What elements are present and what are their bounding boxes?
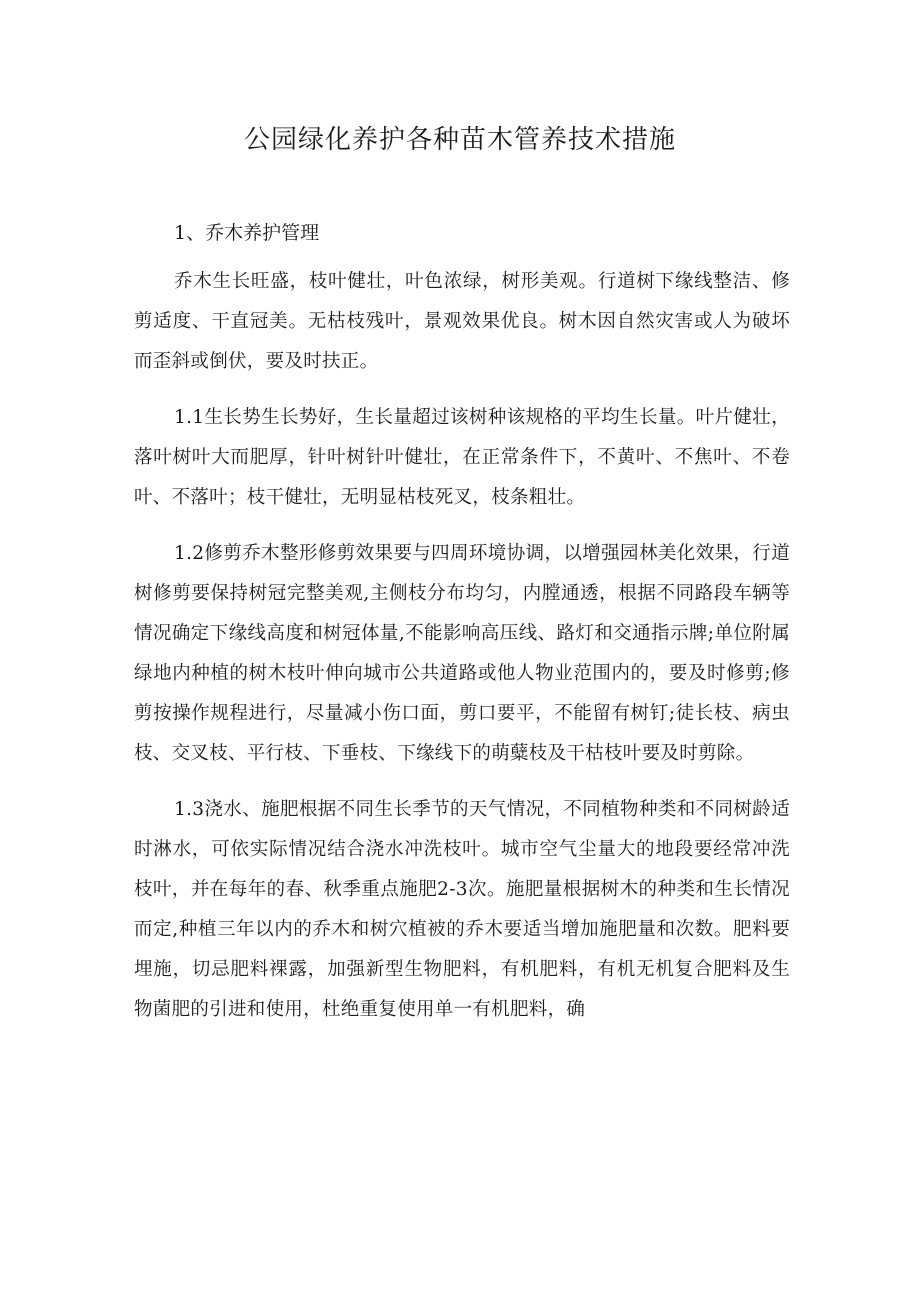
document-title: 公园绿化养护各种苗木管养技术措施 xyxy=(243,125,676,155)
paragraph-1-3-watering: 1.3浇水、施肥根据不同生长季节的天气情况，不同植物种类和不同树龄适时淋水，可依实际情况结合浇水冲洗枝叶。城市空气尘量大的地段要经常冲洗枝叶，并在每年的春、秋季重点施肥2-3次。施肥量根据树木的种类和生长情况而定,种植三年以内的乔木和树穴植被的乔木要适当增加施肥量和次数。肥料要埋施，切忌肥料裸露，加强新型生物肥料，有机肥料，有机无机复合肥料及生物菌肥的引进和使用，杜绝重复使用单一有机肥料，确 xyxy=(134,799,790,1020)
section-heading: 1、乔木养护管理 xyxy=(174,222,320,244)
paragraph-1-2-pruning: 1.2修剪乔木整形修剪效果要与四周环境协调，以增强园林美化效果，行道树修剪要保持树冠完整美观,主侧枝分布均匀，内膛通透，根据不同路段车辆等情况确定下缘线高度和树冠体量,不能影响高压线、路灯和交通指示牌;单位附属绿地内种植的树木枝叶伸向城市公共道路或他人物业范围内的，要及时修剪;修剪按操作规程进行，尽量减小伤口面，剪口要平，不能留有树钉;徒长枝、病虫枝、交叉枝、平行枝、下垂枝、下缘线下的萌糵枝及干枯枝叶要及时剪除。 xyxy=(134,543,790,764)
paragraph-intro: 乔木生长旺盛，枝叶健壮，叶色浓绿，树形美观。行道树下缘线整洁、修剪适度、干直冠美。无枯枝残叶，景观效果优良。树木因自然灾害或人为破坏而歪斜或倒伏，要及时扶正。 xyxy=(134,271,790,372)
paragraph-1-1-growth: 1.1生长势生长势好，生长量超过该树种该规格的平均生长量。叶片健壮，落叶树叶大而肥厚，针叶树针叶健壮，在正常条件下，不黄叶、不焦叶、不卷叶、不落叶；枝干健壮，无明显枯枝死叉，枝条粗壮。 xyxy=(134,407,790,508)
document-body xyxy=(134,214,790,1046)
